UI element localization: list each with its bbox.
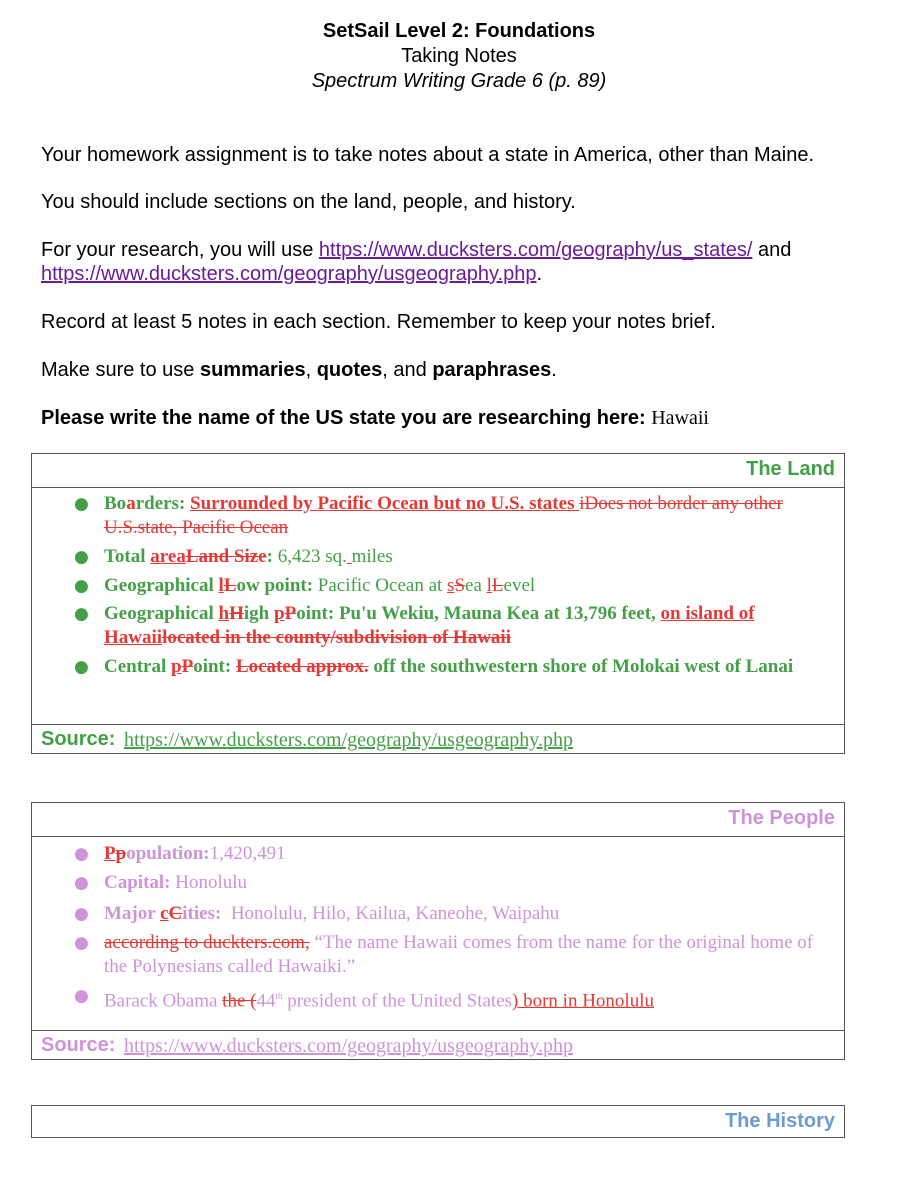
history-section-title: The History bbox=[724, 1110, 835, 1132]
note-label: Major bbox=[104, 903, 161, 924]
note-text: Geographical bbox=[104, 603, 219, 624]
land-source-label: Source: bbox=[41, 728, 116, 750]
deleted-text: according to duckters.com, bbox=[104, 932, 310, 953]
note-text: oint: Pu'u Wekiu, Mauna Kea at 13,796 feet, bbox=[296, 603, 661, 624]
quote-text: “The name Hawaii comes from the name for the original home of the Polynesians called Hawaiki.” bbox=[104, 932, 814, 977]
note-text: Pacific Ocean at bbox=[317, 575, 448, 596]
history-section bbox=[31, 1105, 845, 1138]
people-source-row bbox=[32, 1031, 844, 1059]
doc-title: SetSail Level 2: Foundations bbox=[322, 20, 596, 42]
deleted-text: the ( bbox=[222, 990, 257, 1012]
deleted-text: S bbox=[454, 575, 466, 596]
deleted-text: L bbox=[491, 575, 504, 596]
note-text: 6,423 sq. bbox=[277, 546, 347, 567]
note-label: ow point: bbox=[236, 575, 318, 596]
land-note-area bbox=[74, 545, 824, 569]
ordinal-suffix: th bbox=[275, 991, 283, 1001]
inserted-text: area bbox=[150, 546, 186, 567]
state-name-value[interactable]: Hawaii bbox=[651, 407, 709, 429]
note-text: Barack Obama bbox=[104, 990, 223, 1012]
land-section-title: The Land bbox=[746, 458, 835, 480]
p5-sep: , bbox=[305, 359, 317, 381]
deleted-text: H bbox=[229, 603, 244, 624]
p3-text-end: . bbox=[536, 263, 543, 285]
intro-paragraph-5 bbox=[41, 358, 881, 382]
deleted-text: i bbox=[579, 493, 585, 514]
inserted-text: s bbox=[447, 575, 455, 596]
deleted-text: Located approx. bbox=[235, 656, 369, 677]
bullet-icon: ● bbox=[74, 873, 89, 893]
bullet-icon: ● bbox=[74, 844, 89, 864]
people-note-obama bbox=[74, 984, 824, 1013]
summaries-keyword: summaries bbox=[199, 359, 306, 381]
deleted-text: P bbox=[284, 603, 297, 624]
land-notes-area[interactable] bbox=[32, 488, 844, 725]
land-source-link[interactable]: https://www.ducksters.com/geography/usgeography.php bbox=[124, 729, 573, 751]
deleted-text: L bbox=[223, 575, 237, 596]
inserted-text: a bbox=[126, 493, 136, 514]
bullet-icon: ● bbox=[74, 986, 89, 1006]
land-source-row bbox=[32, 725, 844, 753]
states-link[interactable]: https://www.ducksters.com/geography/us_states/ bbox=[318, 239, 753, 261]
note-label: ities: bbox=[182, 903, 222, 924]
bullet-icon: ● bbox=[74, 604, 89, 624]
deleted-text: P bbox=[181, 656, 194, 677]
note-text: 1,420,491 bbox=[209, 843, 286, 864]
people-section-header bbox=[32, 803, 844, 837]
intro-paragraph-4: Record at least 5 notes in each section. Remember to keep your notes brief. bbox=[41, 311, 716, 333]
inserted-text: Surrounded by Pacific Ocean but no U.S. states bbox=[190, 493, 580, 514]
bullet-icon: ● bbox=[74, 576, 89, 596]
intro-paragraph-2: You should include sections on the land, people, and history. bbox=[41, 191, 576, 213]
inserted-text: on island of Hawaii bbox=[104, 603, 755, 648]
land-section bbox=[31, 453, 845, 754]
p5-text: Make sure to use bbox=[41, 359, 200, 381]
inserted-text: c bbox=[160, 903, 169, 924]
state-prompt-label: Please write the name of the US state you are researching here: bbox=[41, 407, 646, 429]
inserted-text: ) born in Honolulu bbox=[512, 990, 654, 1012]
note-text: miles bbox=[351, 546, 393, 567]
inserted-text: l bbox=[218, 575, 224, 596]
inserted-text: P bbox=[104, 843, 116, 864]
note-text: Honolulu, Hilo, Kailua, Kaneohe, Waipahu bbox=[221, 903, 560, 924]
bullet-icon: ● bbox=[74, 494, 89, 514]
note-text: Central bbox=[104, 656, 172, 677]
intro-paragraph-3 bbox=[41, 238, 881, 286]
p5-sep2: , and bbox=[382, 359, 433, 381]
inserted-text: p bbox=[171, 656, 182, 677]
note-label: : bbox=[266, 546, 278, 567]
note-text: igh bbox=[243, 603, 274, 624]
land-note-borders bbox=[74, 492, 824, 540]
deleted-text: p bbox=[115, 843, 127, 864]
people-note-name-origin bbox=[74, 931, 824, 979]
intro-paragraph-1: Your homework assignment is to take notes about a state in America, other than Maine. bbox=[41, 144, 815, 166]
deleted-text: located in the county/subdivision of Hawaii bbox=[162, 627, 511, 648]
people-source-link[interactable]: https://www.ducksters.com/geography/usgeography.php bbox=[124, 1035, 573, 1057]
doc-book-reference: Spectrum Writing Grade 6 (p. 89) bbox=[311, 70, 607, 92]
note-label: Geographical bbox=[104, 575, 219, 596]
people-note-population bbox=[74, 842, 824, 866]
note-text: president of the United States bbox=[282, 990, 513, 1012]
people-note-cities bbox=[74, 902, 824, 926]
note-text: off the southwestern shore of Molokai west of Lanai bbox=[368, 656, 794, 677]
note-text: 44 bbox=[256, 990, 276, 1012]
land-note-low-point bbox=[74, 574, 824, 598]
note-label: Capital: bbox=[104, 872, 171, 893]
note-text: Bo bbox=[104, 493, 127, 514]
p3-text-mid: and bbox=[752, 239, 792, 261]
people-note-capital bbox=[74, 871, 824, 895]
people-section bbox=[31, 802, 845, 1060]
bullet-icon: ● bbox=[74, 657, 89, 677]
p5-end: . bbox=[551, 359, 557, 381]
deleted-text: Land Size bbox=[185, 546, 267, 567]
note-text: Honolulu bbox=[170, 872, 248, 893]
paraphrases-keyword: paraphrases bbox=[432, 359, 552, 381]
p3-text-before: For your research, you will use bbox=[41, 239, 319, 261]
inserted-text: h bbox=[218, 603, 230, 624]
inserted-text: l bbox=[486, 575, 492, 596]
note-label: Total bbox=[104, 546, 151, 567]
quotes-keyword: quotes bbox=[316, 359, 383, 381]
land-note-central-point bbox=[74, 655, 824, 679]
intro-paragraph-6 bbox=[41, 406, 881, 430]
deleted-text: C bbox=[168, 903, 183, 924]
geography-link[interactable]: https://www.ducksters.com/geography/usgeography.php bbox=[41, 263, 537, 285]
note-label: opulation: bbox=[126, 843, 210, 864]
inserted-text: p bbox=[274, 603, 285, 624]
land-section-header bbox=[32, 454, 844, 488]
land-note-high-point bbox=[74, 602, 824, 650]
note-text: rders: bbox=[135, 493, 191, 514]
people-section-title: The People bbox=[728, 807, 835, 829]
note-text: oint: bbox=[193, 656, 236, 677]
bullet-icon: ● bbox=[74, 547, 89, 567]
bullet-icon: ● bbox=[74, 933, 89, 953]
people-notes-area[interactable] bbox=[32, 837, 844, 1031]
doc-subtitle: Taking Notes bbox=[401, 45, 517, 67]
history-section-header bbox=[32, 1106, 844, 1137]
bullet-icon: ● bbox=[74, 904, 89, 924]
people-source-label: Source: bbox=[41, 1034, 116, 1056]
note-text: ea bbox=[465, 575, 487, 596]
deleted-text: Does not border any other U.S.state, Pacific Ocean bbox=[104, 493, 783, 538]
note-text: evel bbox=[503, 575, 536, 596]
